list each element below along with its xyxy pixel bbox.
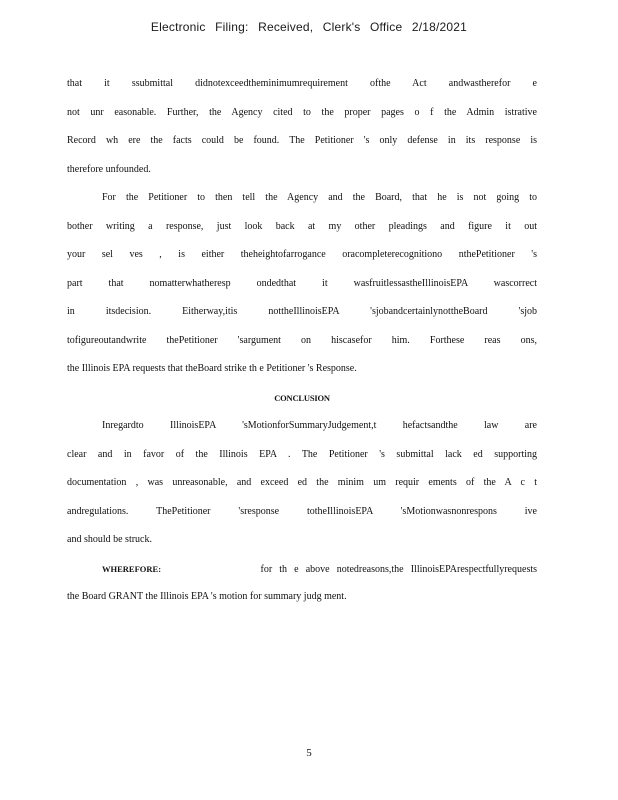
paragraph-line: tofigureoutandwrite thePetitioner 'sargument on hiscasefor him. Forthese reas ons,: [67, 334, 537, 346]
section-heading: CONCLUSION: [274, 392, 330, 403]
paragraph-line: clear and in favor of the Illinois EPA . The Petitioner 's submittal lack ed supporting: [67, 448, 537, 460]
paragraph-line: bother writing a response, just look back at my other pleadings and figure it out: [67, 220, 537, 232]
paragraph-line: part that nomatterwhatheresp ondedthat it wasfruitlessastheIllinoisEPA wascorrect: [67, 277, 537, 289]
paragraph-line: the Illinois EPA requests that theBoard strike th e Petitioner 's Response.: [67, 363, 357, 374]
document-body: [67, 70, 537, 612]
page-number: 5: [306, 747, 312, 759]
paragraph-line: the Board GRANT the Illinois EPA 's motion for summary judg ment.: [67, 591, 347, 602]
filing-header: Electronic Filing: Received, Clerk's Office 2/18/2021: [150, 20, 468, 34]
paragraph-line-text: for th e above notedreasons,the IllinoisEPArespectfullyrequests: [260, 563, 537, 575]
paragraph-line: your sel ves , is either theheightofarrogance oracompleterecognitiono nthePetitioner 's: [67, 249, 537, 260]
paragraph-line: that it ssubmittal didnotexceedtheminimumrequirement ofthe Act andwastherefor e: [67, 78, 537, 89]
paragraph-line: For the Petitioner to then tell the Agency and the Board, that he is not going to: [102, 192, 537, 203]
paragraph-line: and should be struck.: [67, 534, 152, 545]
paragraph-line: documentation , was unreasonable, and exceed ed the minim um requir ements of the A c t: [67, 477, 537, 488]
paragraph-line: therefore unfounded.: [67, 163, 151, 175]
paragraph-line: andregulations. ThePetitioner 'sresponse totheIllinoisEPA 'sMotionwasnonrespons ive: [67, 505, 537, 517]
paragraph-line: Inregardto IllinoisEPA 'sMotionforSummaryJudgement,t hefactsandthe law are: [102, 420, 537, 431]
paragraph-line: in itsdecision. Eitherway,itis nottheIllinoisEPA 'sjobandcertainlynottheBoard 'sjob: [67, 306, 537, 317]
wherefore-label: WHEREFORE:: [102, 563, 162, 574]
paragraph-line: not unr easonable. Further, the Agency cited to the proper pages o f the Admin istrative: [67, 106, 537, 118]
paragraph-line: Record wh ere the facts could be found. The Petitioner 's only defense in its response is: [67, 135, 537, 146]
paragraph-line: [67, 555, 537, 584]
